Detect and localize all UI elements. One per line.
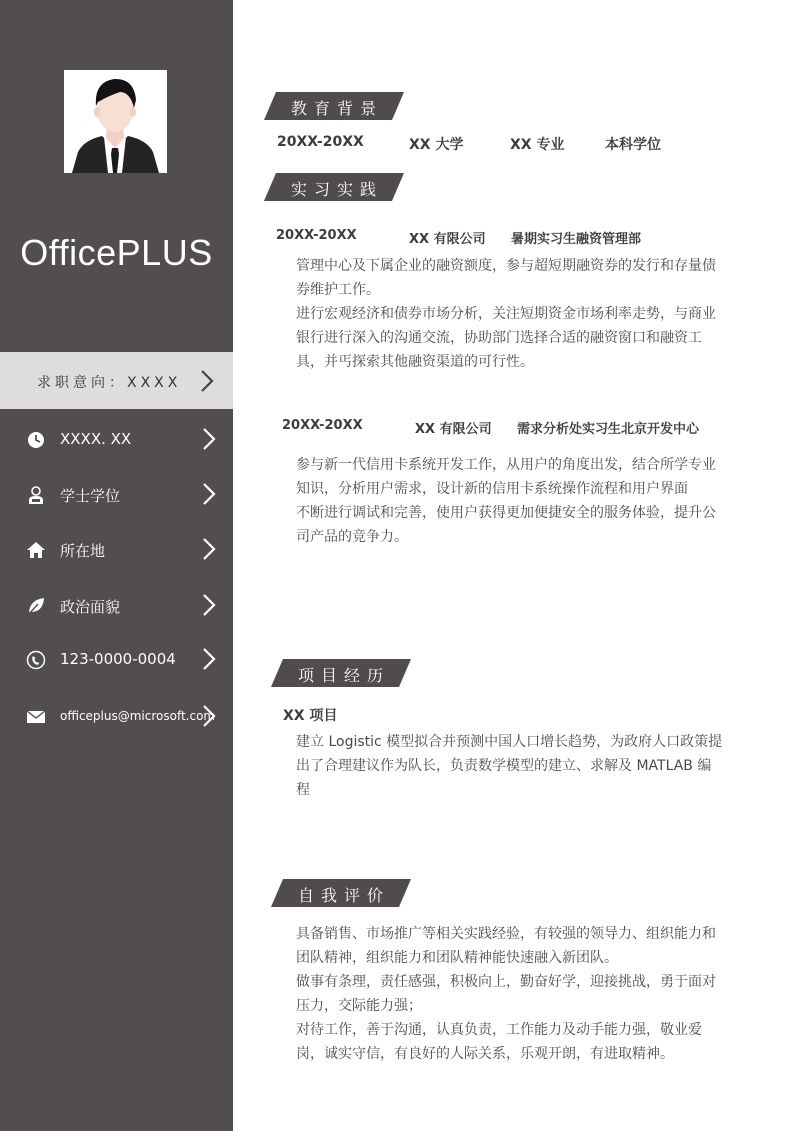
text-line: 压力，交际能力强； (296, 998, 422, 1014)
chevron-right-icon (202, 593, 216, 621)
mail-icon (26, 707, 46, 727)
text-line: 出了合理建议作为队长，负责数学模型的建立、求解及 MATLAB 编 (296, 758, 712, 774)
text-line: 券维护工作。 (296, 282, 380, 298)
sidebar-item-label: XXXX. XX (60, 430, 132, 448)
internship-description (296, 254, 736, 374)
sidebar-item-label: 123-0000-0004 (60, 650, 176, 668)
sidebar-item-label: 所在地 (60, 542, 106, 560)
clock-icon (26, 430, 46, 450)
text-line: 岗，诚实守信，有良好的人际关系，乐观开朗，有进取精神。 (296, 1046, 674, 1062)
chevron-right-icon (202, 482, 216, 510)
chevron-right-icon (202, 537, 216, 565)
section-header-project (271, 659, 411, 687)
chevron-right-icon (202, 647, 216, 675)
section-header-self (271, 879, 411, 907)
text-line: 司产品的竞争力。 (296, 529, 408, 545)
education-period: 20XX-20XX (277, 134, 364, 150)
text-line: 不断进行调试和完善，使用户获得更加便捷安全的服务体验，提升公 (296, 505, 716, 521)
sidebar-item-email[interactable] (0, 697, 233, 737)
sidebar-item-phone[interactable] (0, 640, 233, 680)
project-description (296, 730, 736, 802)
education-major: XX 专业 (510, 137, 565, 153)
leaf-icon (26, 596, 46, 616)
text-line: 参与新一代信用卡系统开发工作，从用户的角度出发，结合所学专业 (296, 457, 716, 473)
internship-company: XX 有限公司 (415, 422, 492, 437)
text-line: 管理中心及下属企业的融资额度，参与超短期融资券的发行和存量债 (296, 258, 716, 274)
home-icon (26, 540, 46, 560)
sidebar-item-label: 学士学位 (60, 487, 121, 505)
phone-icon (26, 650, 46, 670)
sidebar-item-label: officeplus@microsoft.com (60, 709, 216, 723)
text-line: 知识，分析用户需求，设计新的信用卡系统操作流程和用户界面 (296, 481, 688, 497)
job-intent-label: 求职意向：XXXX (37, 375, 182, 391)
person-icon (26, 485, 46, 505)
section-header-internship (264, 173, 404, 201)
job-intent-bar[interactable] (0, 352, 233, 409)
text-line: 银行进行深入的沟通交流，协助部门选择合适的融资窗口和融资工 (296, 330, 702, 346)
internship-period: 20XX-20XX (276, 228, 357, 243)
internship-role: 暑期实习生融资管理部 (511, 232, 642, 247)
brand-name: OfficePLUS (20, 232, 213, 273)
sidebar-item-degree[interactable] (0, 475, 233, 515)
text-line: 团队精神，组织能力和团队精神能快速融入新团队。 (296, 950, 618, 966)
sidebar-item-location[interactable] (0, 530, 233, 570)
sidebar (0, 0, 233, 1131)
chevron-right-icon (200, 369, 214, 397)
sidebar-item-birth[interactable] (0, 420, 233, 460)
profile-photo (64, 70, 167, 173)
chevron-right-icon (202, 704, 216, 732)
section-title: 自我评价 (297, 886, 390, 905)
text-line: 做事有条理，责任感强，积极向上，勤奋好学，迎接挑战，勇于面对 (296, 974, 716, 990)
education-degree: 本科学位 (605, 137, 661, 153)
text-line: 具，并丐探索其他融资渠道的可行性。 (296, 354, 534, 370)
self-evaluation-text (296, 922, 736, 1066)
section-title: 实习实践 (290, 180, 383, 199)
internship-description (296, 453, 736, 549)
text-line: 对待工作，善于沟通，认真负责，工作能力及动手能力强，敬业爱 (296, 1022, 702, 1038)
section-title: 项目经历 (297, 666, 390, 685)
text-line: 建立 Logistic 模型拟合并预测中国人口增长趋势，为政府人口政策提 (296, 734, 723, 750)
internship-period: 20XX-20XX (282, 418, 363, 433)
section-header-education (264, 92, 404, 120)
internship-role: 需求分析处实习生北京开发中心 (517, 422, 700, 437)
text-line: 进行宏观经济和债券市场分析，关注短期资金市场利率走势，与商业 (296, 306, 716, 322)
text-line: 程 (296, 782, 310, 798)
education-school: XX 大学 (409, 137, 464, 153)
sidebar-item-political[interactable] (0, 586, 233, 626)
section-title: 教育背景 (290, 99, 383, 118)
text-line: 具备销售、市场推广等相关实践经验，有较强的领导力、组织能力和 (296, 926, 716, 942)
sidebar-item-label: 政治面貌 (60, 598, 121, 616)
internship-company: XX 有限公司 (409, 232, 486, 247)
chevron-right-icon (202, 427, 216, 455)
project-name: XX 项目 (283, 708, 338, 724)
